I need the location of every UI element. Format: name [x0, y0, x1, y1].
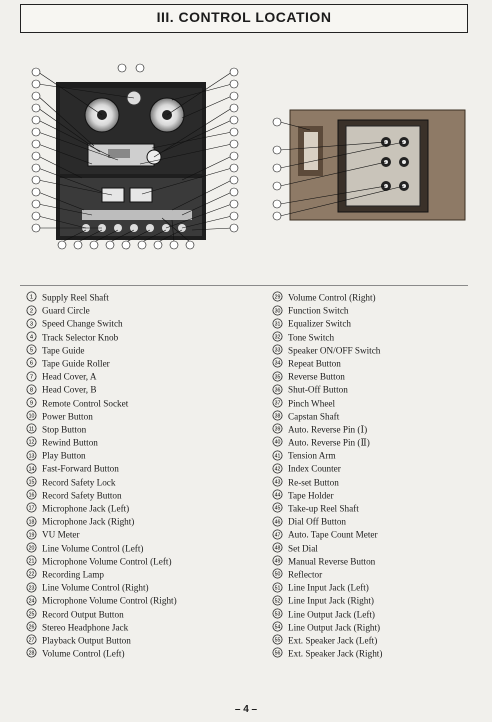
- control-label: Set Dial: [288, 542, 318, 553]
- list-item: [26, 555, 177, 568]
- callout-number: 48: [274, 545, 281, 552]
- list-item: [272, 397, 382, 410]
- list-item: [272, 383, 382, 396]
- callout-number: 8: [29, 387, 34, 394]
- callout-number: 56: [274, 651, 281, 658]
- callout-number-icon: [26, 357, 37, 368]
- callout-number-icon: [272, 516, 283, 527]
- control-label: Ext. Speaker Jack (Left): [288, 635, 378, 646]
- list-item: [272, 436, 382, 449]
- control-label: Microphone Volume Control (Left): [42, 556, 172, 567]
- callout-number-icon: [26, 502, 37, 513]
- control-label: Auto. Reverse Pin (Ⅱ): [288, 437, 370, 448]
- section-title: III. CONTROL LOCATION: [156, 9, 332, 25]
- control-label: Stereo Headphone Jack: [42, 621, 129, 632]
- list-item: [272, 621, 382, 634]
- callout-number-icon: [26, 634, 37, 645]
- page-number: – 4 –: [234, 704, 258, 715]
- list-item: [26, 542, 177, 555]
- callout-number-icon: [272, 397, 283, 408]
- callout-number-icon: [26, 647, 37, 658]
- control-label: VU Meter: [42, 529, 80, 540]
- callout-number: 24: [28, 598, 35, 605]
- callout-number-icon: [272, 371, 283, 382]
- callout-number: 2: [29, 308, 34, 315]
- callout-number: 37: [274, 400, 281, 407]
- control-label: Power Button: [42, 410, 93, 421]
- callout-number: 51: [274, 585, 281, 592]
- control-label: Recording Lamp: [42, 569, 104, 580]
- list-item: [272, 594, 382, 607]
- callout-number: 44: [274, 492, 281, 499]
- callout-number: 31: [274, 321, 281, 328]
- callout-number-icon: [26, 331, 37, 342]
- callout-number: 55: [274, 637, 281, 644]
- list-item: [26, 397, 177, 410]
- list-item: [26, 568, 177, 581]
- control-label: Record Safety Button: [42, 490, 122, 501]
- callout-number-icon: [272, 450, 283, 461]
- list-item: [26, 423, 177, 436]
- list-item: [26, 594, 177, 607]
- callout-number: 38: [274, 413, 281, 420]
- callout-number-icon: [272, 344, 283, 355]
- control-label: Supply Reel Shaft: [42, 292, 109, 303]
- control-label: Volume Control (Right): [288, 292, 376, 303]
- callout-number: 46: [274, 519, 281, 526]
- callout-number-icon: [272, 634, 283, 645]
- control-label: Line Output Jack (Left): [288, 608, 375, 619]
- callout-number: 22: [28, 571, 35, 578]
- control-label: Line Output Jack (Right): [288, 621, 381, 632]
- list-item: [272, 634, 382, 647]
- control-label: Dial Off Button: [288, 516, 347, 527]
- callout-number: 39: [274, 426, 281, 433]
- control-label: Speaker ON/OFF Switch: [288, 345, 381, 356]
- callout-number: 26: [28, 624, 35, 631]
- callout-number-icon: [272, 436, 283, 447]
- control-label: Index Counter: [288, 463, 341, 474]
- callout-number-icon: [272, 595, 283, 606]
- callout-number: 9: [29, 400, 34, 407]
- callout-number: 27: [28, 637, 35, 644]
- callout-number-icon: [26, 463, 37, 474]
- callout-number-icon: [26, 621, 37, 632]
- list-item: [272, 542, 382, 555]
- list-item: [26, 449, 177, 462]
- callout-number: 13: [28, 453, 35, 460]
- callout-number: 10: [28, 413, 35, 420]
- callout-number: 54: [274, 624, 281, 631]
- control-label: Re-set Button: [288, 476, 339, 487]
- callout-number-icon: [272, 423, 283, 434]
- callout-number-icon: [26, 410, 37, 421]
- callout-number: 36: [274, 387, 281, 394]
- callout-number-icon: [26, 450, 37, 461]
- control-label: Take-up Reel Shaft: [288, 503, 359, 514]
- callout-number: 45: [274, 505, 281, 512]
- callout-number-icon: [26, 595, 37, 606]
- list-item: [272, 502, 382, 515]
- control-label: Auto. Tape Count Meter: [288, 529, 378, 540]
- control-label: Ext. Speaker Jack (Right): [288, 648, 383, 659]
- callout-number-icon: [26, 423, 37, 434]
- list-item: [26, 331, 177, 344]
- list-item: [272, 304, 382, 317]
- list-item: [272, 608, 382, 621]
- callout-number-icon: [272, 608, 283, 619]
- list-item: [272, 449, 382, 462]
- tape-deck-front-illustration: [22, 60, 252, 260]
- control-label: Rewind Button: [42, 437, 98, 448]
- control-label: Repeat Button: [288, 358, 341, 369]
- list-item: [26, 476, 177, 489]
- list-item: [272, 291, 382, 304]
- control-label: Equalizer Switch: [288, 318, 352, 329]
- callout-number-icon: [272, 463, 283, 474]
- list-item: [26, 357, 177, 370]
- list-item: [272, 357, 382, 370]
- callout-number-icon: [26, 344, 37, 355]
- list-item: [272, 515, 382, 528]
- callout-number-icon: [272, 582, 283, 593]
- list-item: [272, 370, 382, 383]
- callout-number: 25: [28, 611, 35, 618]
- control-list-left: [26, 291, 177, 660]
- list-item: [272, 647, 382, 660]
- callout-number: 32: [274, 334, 281, 341]
- list-item: [26, 344, 177, 357]
- callout-number-icon: [26, 529, 37, 540]
- callout-number: 19: [28, 532, 35, 539]
- list-item: [26, 621, 177, 634]
- list-item: [26, 370, 177, 383]
- callout-number: 6: [29, 360, 34, 367]
- callout-number: 53: [274, 611, 281, 618]
- list-item: [26, 647, 177, 660]
- callout-number: 20: [28, 545, 35, 552]
- callout-number-icon: [26, 542, 37, 553]
- control-label: Reflector: [288, 569, 323, 580]
- list-item: [26, 515, 177, 528]
- list-item: [272, 317, 382, 330]
- callout-number-icon: [26, 397, 37, 408]
- callout-number: 34: [274, 360, 281, 367]
- callout-number: 43: [274, 479, 281, 486]
- callout-number: 5: [29, 347, 34, 354]
- control-label: Microphone Volume Control (Right): [42, 595, 177, 606]
- control-label: Playback Output Button: [42, 635, 131, 646]
- callout-number: 50: [274, 571, 281, 578]
- callout-number-icon: [272, 291, 283, 302]
- callout-number: 30: [274, 308, 281, 315]
- callout-number-icon: [26, 582, 37, 593]
- section-header-bar: [20, 4, 468, 33]
- control-label: Line Volume Control (Right): [42, 582, 149, 593]
- control-label: Function Switch: [288, 305, 349, 316]
- list-item: [272, 331, 382, 344]
- callout-number: 1: [29, 294, 34, 301]
- control-label: Tone Switch: [288, 331, 335, 342]
- callout-number: 3: [29, 321, 34, 328]
- callout-number-icon: [26, 318, 37, 329]
- list-item: [26, 502, 177, 515]
- list-item: [272, 528, 382, 541]
- callout-number: 18: [28, 519, 35, 526]
- divider: [20, 285, 468, 286]
- control-label: Line Input Jack (Right): [288, 595, 374, 606]
- callout-number: 47: [274, 532, 281, 539]
- callout-number-icon: [272, 476, 283, 487]
- callout-number: 41: [274, 453, 281, 460]
- callout-number-icon: [26, 384, 37, 395]
- callout-number-icon: [26, 436, 37, 447]
- callout-number-icon: [272, 410, 283, 421]
- control-label: Line Volume Control (Left): [42, 542, 144, 553]
- callout-number-icon: [272, 647, 283, 658]
- callout-number: 23: [28, 585, 35, 592]
- callout-number-icon: [272, 318, 283, 329]
- list-item: [272, 344, 382, 357]
- control-label: Tape Holder: [288, 490, 334, 501]
- list-item: [26, 410, 177, 423]
- callout-number-icon: [272, 305, 283, 316]
- callout-number-icon: [272, 502, 283, 513]
- callout-number-icon: [272, 542, 283, 553]
- callout-number-icon: [26, 568, 37, 579]
- control-label: Pinch Wheel: [288, 397, 336, 408]
- callout-number-icon: [26, 305, 37, 316]
- list-item: [26, 528, 177, 541]
- control-label: Fast-Forward Button: [42, 463, 119, 474]
- callout-number: 16: [28, 492, 35, 499]
- control-list-right: [272, 291, 382, 660]
- list-item: [26, 383, 177, 396]
- list-item: [26, 291, 177, 304]
- callout-number-icon: [26, 371, 37, 382]
- callout-number-icon: [272, 489, 283, 500]
- list-item: [26, 489, 177, 502]
- callout-number-icon: [26, 476, 37, 487]
- list-item: [272, 489, 382, 502]
- list-item: [26, 581, 177, 594]
- callout-number-icon: [272, 568, 283, 579]
- control-label: Manual Reverse Button: [288, 556, 376, 567]
- callout-number-icon: [26, 291, 37, 302]
- list-item: [26, 462, 177, 475]
- control-label: Line Input Jack (Left): [288, 582, 369, 593]
- callout-number-icon: [272, 357, 283, 368]
- list-item: [272, 410, 382, 423]
- callout-number: 40: [274, 440, 281, 447]
- control-label: Stop Button: [42, 424, 87, 435]
- jack-panel-illustration: [268, 96, 468, 226]
- control-label: Head Cover, A: [42, 371, 97, 382]
- list-item: [26, 317, 177, 330]
- control-label: Reverse Button: [288, 371, 345, 382]
- callout-number: 15: [28, 479, 35, 486]
- callout-number: 7: [29, 374, 34, 381]
- callout-number-icon: [26, 516, 37, 527]
- list-item: [26, 608, 177, 621]
- callout-number-icon: [26, 608, 37, 619]
- control-label: Shut-Off Button: [288, 384, 348, 395]
- control-label: Tension Arm: [288, 450, 336, 461]
- list-item: [26, 436, 177, 449]
- list-item: [26, 304, 177, 317]
- callout-number: 14: [28, 466, 35, 473]
- control-label: Head Cover, B: [42, 384, 97, 395]
- control-label: Auto. Reverse Pin (Ⅰ): [288, 424, 368, 435]
- callout-number-icon: [26, 555, 37, 566]
- control-label: Track Selector Knob: [42, 331, 119, 342]
- list-item: [272, 423, 382, 436]
- list-item: [272, 462, 382, 475]
- control-label: Volume Control (Left): [42, 648, 125, 659]
- callout-number: 11: [28, 426, 35, 433]
- callout-number: 28: [28, 651, 35, 658]
- callout-number: 17: [28, 505, 35, 512]
- list-item: [272, 581, 382, 594]
- callout-number-icon: [272, 529, 283, 540]
- callout-number: 12: [28, 440, 35, 447]
- callout-number-icon: [272, 555, 283, 566]
- control-label: Record Safety Lock: [42, 476, 116, 487]
- callout-number: 35: [274, 374, 281, 381]
- control-label: Microphone Jack (Left): [42, 503, 130, 514]
- callout-number-icon: [272, 621, 283, 632]
- callout-number: 42: [274, 466, 281, 473]
- control-label: Tape Guide Roller: [42, 358, 110, 369]
- control-label: Tape Guide: [42, 345, 85, 356]
- control-label: Remote Control Socket: [42, 397, 129, 408]
- list-item: [272, 476, 382, 489]
- control-label: Capstan Shaft: [288, 410, 340, 421]
- callout-number: 33: [274, 347, 281, 354]
- control-label: Speed Change Switch: [42, 318, 123, 329]
- callout-number: 52: [274, 598, 281, 605]
- callout-number: 21: [28, 558, 35, 565]
- control-label: Microphone Jack (Right): [42, 516, 135, 527]
- list-item: [26, 634, 177, 647]
- callout-number-icon: [26, 489, 37, 500]
- callout-number-icon: [272, 384, 283, 395]
- control-label: Guard Circle: [42, 305, 90, 316]
- control-label: Play Button: [42, 450, 86, 461]
- list-item: [272, 555, 382, 568]
- callout-number: 49: [274, 558, 281, 565]
- callout-number: 4: [29, 334, 34, 341]
- control-label: Record Output Button: [42, 608, 124, 619]
- list-item: [272, 568, 382, 581]
- callout-number: 29: [274, 294, 281, 301]
- callout-number-icon: [272, 331, 283, 342]
